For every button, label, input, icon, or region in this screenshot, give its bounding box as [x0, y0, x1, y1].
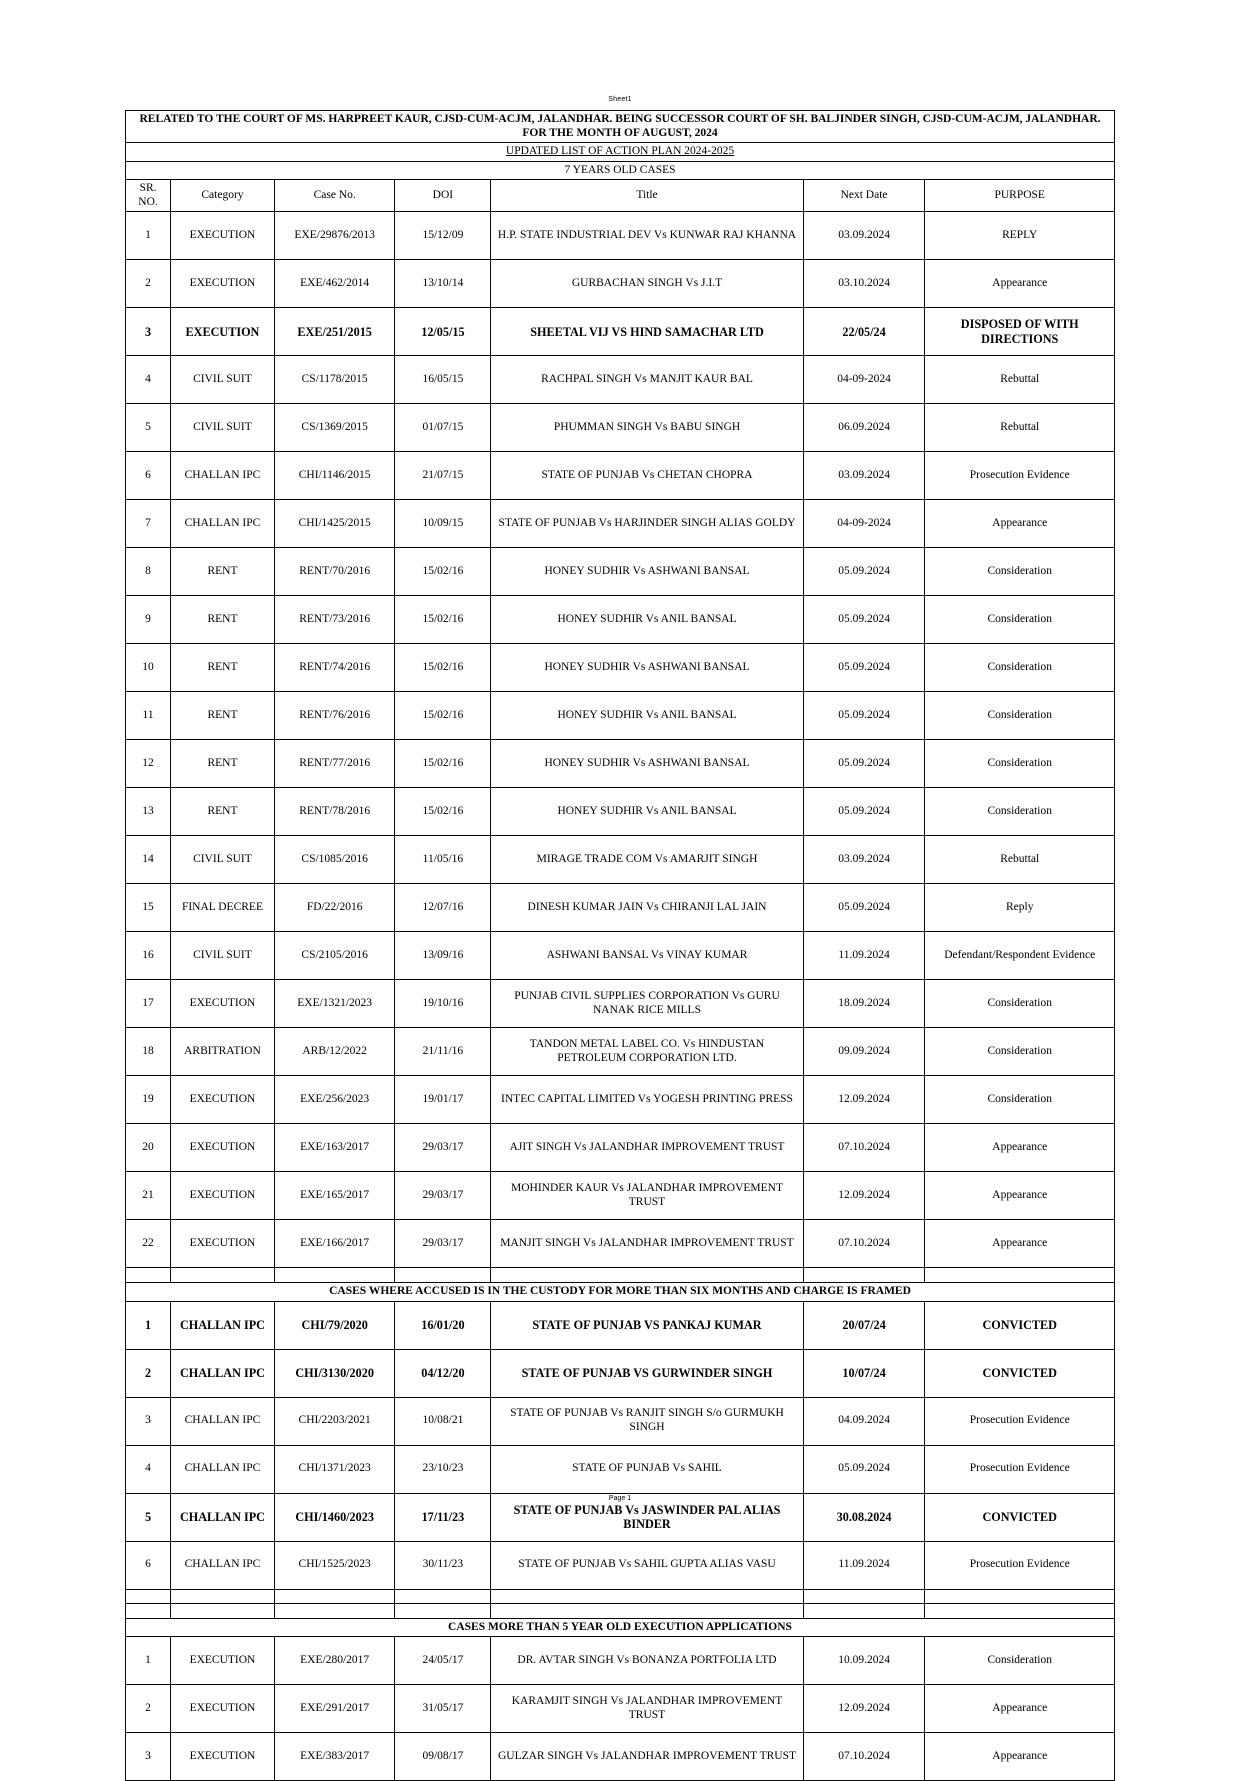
- cell-next-date: 10/07/24: [803, 1349, 925, 1397]
- table-row: [126, 692, 1115, 740]
- cell-purpose: Consideration: [925, 788, 1115, 836]
- cell-sr-no: 16: [126, 932, 171, 980]
- table-row: [126, 836, 1115, 884]
- spacer-cell: [171, 1589, 275, 1604]
- cell-category: CIVIL SUIT: [171, 356, 275, 404]
- cell-purpose: Appearance: [925, 1172, 1115, 1220]
- cell-sr-no: 4: [126, 1445, 171, 1493]
- table-row: [126, 260, 1115, 308]
- cell-purpose: Appearance: [925, 500, 1115, 548]
- cell-case-no: CHI/1460/2023: [274, 1493, 395, 1541]
- cell-case-no: EXE/1321/2023: [274, 980, 395, 1028]
- cell-sr-no: 2: [126, 260, 171, 308]
- table-row: [126, 308, 1115, 356]
- cell-title: HONEY SUDHIR Vs ASHWANI BANSAL: [491, 740, 803, 788]
- cell-category: CHALLAN IPC: [171, 1493, 275, 1541]
- spacer-cell: [171, 1268, 275, 1283]
- cell-purpose: CONVICTED: [925, 1349, 1115, 1397]
- cell-next-date: 04-09-2024: [803, 356, 925, 404]
- section-banner: CASES WHERE ACCUSED IS IN THE CUSTODY FOR MORE THAN SIX MONTHS AND CHARGE IS FRAMED: [126, 1282, 1115, 1301]
- cell-purpose: Prosecution Evidence: [925, 1541, 1115, 1589]
- cell-purpose: Consideration: [925, 1028, 1115, 1076]
- cell-case-no: CHI/3130/2020: [274, 1349, 395, 1397]
- cell-title: STATE OF PUNJAB Vs SAHIL: [491, 1445, 803, 1493]
- spacer-cell: [925, 1268, 1115, 1283]
- cell-title: MOHINDER KAUR Vs JALANDHAR IMPROVEMENT TRUST: [491, 1172, 803, 1220]
- cell-case-no: RENT/74/2016: [274, 644, 395, 692]
- cell-category: EXECUTION: [171, 1685, 275, 1733]
- table-row: [126, 788, 1115, 836]
- cell-doi: 21/07/15: [395, 452, 491, 500]
- section-caption: 7 YEARS OLD CASES: [126, 161, 1115, 180]
- cell-sr-no: 7: [126, 500, 171, 548]
- cell-title: DINESH KUMAR JAIN Vs CHIRANJI LAL JAIN: [491, 884, 803, 932]
- table-row: [126, 1445, 1115, 1493]
- cell-next-date: 12.09.2024: [803, 1685, 925, 1733]
- cell-sr-no: 3: [126, 308, 171, 356]
- cell-title: HONEY SUDHIR Vs ANIL BANSAL: [491, 788, 803, 836]
- cell-doi: 01/07/15: [395, 404, 491, 452]
- cell-sr-no: 3: [126, 1397, 171, 1445]
- cell-next-date: 06.09.2024: [803, 404, 925, 452]
- cell-category: CHALLAN IPC: [171, 1397, 275, 1445]
- cell-next-date: 03.10.2024: [803, 260, 925, 308]
- cell-category: EXECUTION: [171, 308, 275, 356]
- cell-title: STATE OF PUNJAB VS GURWINDER SINGH: [491, 1349, 803, 1397]
- cell-category: RENT: [171, 692, 275, 740]
- cell-case-no: CHI/1371/2023: [274, 1445, 395, 1493]
- document-title-row: [126, 111, 1115, 143]
- spacer-row: [126, 1268, 1115, 1283]
- cell-purpose: Appearance: [925, 1733, 1115, 1781]
- cell-case-no: CHI/2203/2021: [274, 1397, 395, 1445]
- cell-purpose: Rebuttal: [925, 356, 1115, 404]
- cell-title: STATE OF PUNJAB Vs CHETAN CHOPRA: [491, 452, 803, 500]
- cell-doi: 29/03/17: [395, 1220, 491, 1268]
- cell-category: EXECUTION: [171, 1220, 275, 1268]
- cell-title: HONEY SUDHIR Vs ASHWANI BANSAL: [491, 548, 803, 596]
- cell-category: RENT: [171, 740, 275, 788]
- cell-category: EXECUTION: [171, 260, 275, 308]
- cell-category: EXECUTION: [171, 980, 275, 1028]
- section-banner-row: [126, 1618, 1115, 1637]
- cell-purpose: Consideration: [925, 1076, 1115, 1124]
- spacer-cell: [491, 1589, 803, 1604]
- table-row: [126, 1733, 1115, 1781]
- cell-doi: 23/10/23: [395, 1445, 491, 1493]
- cell-category: CHALLAN IPC: [171, 1349, 275, 1397]
- cell-next-date: 30.08.2024: [803, 1493, 925, 1541]
- cell-category: CHALLAN IPC: [171, 452, 275, 500]
- cell-case-no: EXE/251/2015: [274, 308, 395, 356]
- cell-sr-no: 6: [126, 452, 171, 500]
- table-row: [126, 1301, 1115, 1349]
- cell-category: CIVIL SUIT: [171, 404, 275, 452]
- sheet-name-label: Sheet1: [608, 96, 632, 103]
- cell-title: GULZAR SINGH Vs JALANDHAR IMPROVEMENT TRUST: [491, 1733, 803, 1781]
- cell-next-date: 03.09.2024: [803, 452, 925, 500]
- cell-doi: 12/05/15: [395, 308, 491, 356]
- cell-next-date: 03.09.2024: [803, 212, 925, 260]
- cell-doi: 15/02/16: [395, 788, 491, 836]
- cell-case-no: CS/1369/2015: [274, 404, 395, 452]
- cell-title: MANJIT SINGH Vs JALANDHAR IMPROVEMENT TRUST: [491, 1220, 803, 1268]
- cell-sr-no: 12: [126, 740, 171, 788]
- cell-category: RENT: [171, 548, 275, 596]
- spacer-cell: [126, 1604, 171, 1619]
- table-row: [126, 1220, 1115, 1268]
- cell-category: CIVIL SUIT: [171, 932, 275, 980]
- table-row: [126, 1637, 1115, 1685]
- table-row: [126, 356, 1115, 404]
- cell-sr-no: 2: [126, 1349, 171, 1397]
- table-row: [126, 404, 1115, 452]
- cell-doi: 09/08/17: [395, 1733, 491, 1781]
- cell-title: PHUMMAN SINGH Vs BABU SINGH: [491, 404, 803, 452]
- cell-case-no: EXE/291/2017: [274, 1685, 395, 1733]
- cell-purpose: Consideration: [925, 740, 1115, 788]
- cell-purpose: Consideration: [925, 596, 1115, 644]
- cell-case-no: EXE/462/2014: [274, 260, 395, 308]
- cell-next-date: 05.09.2024: [803, 884, 925, 932]
- cell-category: EXECUTION: [171, 1637, 275, 1685]
- cell-case-no: EXE/256/2023: [274, 1076, 395, 1124]
- cell-title: INTEC CAPITAL LIMITED Vs YOGESH PRINTING PRESS: [491, 1076, 803, 1124]
- cell-next-date: 05.09.2024: [803, 644, 925, 692]
- cell-case-no: RENT/73/2016: [274, 596, 395, 644]
- cell-next-date: 05.09.2024: [803, 692, 925, 740]
- cell-purpose: REPLY: [925, 212, 1115, 260]
- table-row: [126, 452, 1115, 500]
- cell-doi: 15/02/16: [395, 596, 491, 644]
- cell-title: MIRAGE TRADE COM Vs AMARJIT SINGH: [491, 836, 803, 884]
- cell-next-date: 18.09.2024: [803, 980, 925, 1028]
- cell-case-no: CHI/1425/2015: [274, 500, 395, 548]
- cell-purpose: Consideration: [925, 644, 1115, 692]
- cell-title: STATE OF PUNJAB Vs HARJINDER SINGH ALIAS GOLDY: [491, 500, 803, 548]
- cell-next-date: 05.09.2024: [803, 1445, 925, 1493]
- spacer-cell: [803, 1589, 925, 1604]
- spacer-cell: [395, 1268, 491, 1283]
- cell-sr-no: 20: [126, 1124, 171, 1172]
- spacer-cell: [395, 1604, 491, 1619]
- table-row: [126, 1076, 1115, 1124]
- cell-next-date: 12.09.2024: [803, 1172, 925, 1220]
- cell-purpose: Appearance: [925, 1685, 1115, 1733]
- cell-doi: 24/05/17: [395, 1637, 491, 1685]
- cell-sr-no: 11: [126, 692, 171, 740]
- cell-case-no: CHI/1525/2023: [274, 1541, 395, 1589]
- cell-sr-no: 2: [126, 1685, 171, 1733]
- cell-sr-no: 5: [126, 404, 171, 452]
- cell-next-date: 10.09.2024: [803, 1637, 925, 1685]
- table-row: [126, 1685, 1115, 1733]
- cell-category: EXECUTION: [171, 1076, 275, 1124]
- cell-sr-no: 1: [126, 1637, 171, 1685]
- cell-title: KARAMJIT SINGH Vs JALANDHAR IMPROVEMENT TRUST: [491, 1685, 803, 1733]
- cell-doi: 16/01/20: [395, 1301, 491, 1349]
- table-row: [126, 884, 1115, 932]
- cell-purpose: Appearance: [925, 1220, 1115, 1268]
- cell-title: SHEETAL VIJ VS HIND SAMACHAR LTD: [491, 308, 803, 356]
- cell-doi: 10/09/15: [395, 500, 491, 548]
- cell-next-date: 03.09.2024: [803, 836, 925, 884]
- cell-purpose: Prosecution Evidence: [925, 452, 1115, 500]
- table-row: [126, 1172, 1115, 1220]
- table-row: [126, 212, 1115, 260]
- cell-doi: 15/02/16: [395, 548, 491, 596]
- cell-case-no: RENT/77/2016: [274, 740, 395, 788]
- cell-purpose: Consideration: [925, 1637, 1115, 1685]
- cell-case-no: CS/1085/2016: [274, 836, 395, 884]
- cell-next-date: 05.09.2024: [803, 788, 925, 836]
- cell-next-date: 05.09.2024: [803, 596, 925, 644]
- table-row: [126, 1028, 1115, 1076]
- cell-case-no: CS/2105/2016: [274, 932, 395, 980]
- cell-next-date: 04.09.2024: [803, 1397, 925, 1445]
- cell-sr-no: 8: [126, 548, 171, 596]
- cell-doi: 13/10/14: [395, 260, 491, 308]
- cell-sr-no: 17: [126, 980, 171, 1028]
- cell-title: AJIT SINGH Vs JALANDHAR IMPROVEMENT TRUST: [491, 1124, 803, 1172]
- cell-category: EXECUTION: [171, 1124, 275, 1172]
- cell-title: STATE OF PUNJAB Vs JASWINDER PAL ALIAS BINDER: [491, 1493, 803, 1541]
- cell-doi: 04/12/20: [395, 1349, 491, 1397]
- cell-doi: 19/01/17: [395, 1076, 491, 1124]
- cell-doi: 16/05/15: [395, 356, 491, 404]
- cell-title: ASHWANI BANSAL Vs VINAY KUMAR: [491, 932, 803, 980]
- column-header-purpose: PURPOSE: [925, 180, 1115, 212]
- cell-purpose: Appearance: [925, 260, 1115, 308]
- cell-sr-no: 19: [126, 1076, 171, 1124]
- cell-purpose: CONVICTED: [925, 1493, 1115, 1541]
- cell-title: STATE OF PUNJAB VS PANKAJ KUMAR: [491, 1301, 803, 1349]
- cell-category: CHALLAN IPC: [171, 1445, 275, 1493]
- cell-category: CHALLAN IPC: [171, 1541, 275, 1589]
- spacer-cell: [491, 1604, 803, 1619]
- cell-sr-no: 9: [126, 596, 171, 644]
- document-subtitle-row: [126, 143, 1115, 162]
- cell-title: PUNJAB CIVIL SUPPLIES CORPORATION Vs GURU NANAK RICE MILLS: [491, 980, 803, 1028]
- cell-title: STATE OF PUNJAB Vs RANJIT SINGH S/o GURMUKH SINGH: [491, 1397, 803, 1445]
- column-header-next-date: Next Date: [803, 180, 925, 212]
- cell-category: FINAL DECREE: [171, 884, 275, 932]
- cell-sr-no: 5: [126, 1493, 171, 1541]
- column-header-category: Category: [171, 180, 275, 212]
- spacer-cell: [126, 1589, 171, 1604]
- cell-purpose: Consideration: [925, 548, 1115, 596]
- cell-purpose: Consideration: [925, 692, 1115, 740]
- column-header-title: Title: [491, 180, 803, 212]
- cell-title: RACHPAL SINGH Vs MANJIT KAUR BAL: [491, 356, 803, 404]
- cell-case-no: EXE/383/2017: [274, 1733, 395, 1781]
- cell-title: HONEY SUDHIR Vs ANIL BANSAL: [491, 596, 803, 644]
- column-header-case-no: Case No.: [274, 180, 395, 212]
- cell-doi: 15/02/16: [395, 644, 491, 692]
- cell-category: ARBITRATION: [171, 1028, 275, 1076]
- cell-doi: 15/02/16: [395, 692, 491, 740]
- cell-next-date: 11.09.2024: [803, 932, 925, 980]
- spacer-cell: [274, 1589, 395, 1604]
- cell-title: H.P. STATE INDUSTRIAL DEV Vs KUNWAR RAJ KHANNA: [491, 212, 803, 260]
- cell-case-no: EXE/166/2017: [274, 1220, 395, 1268]
- cell-purpose: Rebuttal: [925, 404, 1115, 452]
- cell-category: RENT: [171, 788, 275, 836]
- cell-sr-no: 22: [126, 1220, 171, 1268]
- action-plan-table: [125, 110, 1115, 1781]
- cell-sr-no: 6: [126, 1541, 171, 1589]
- cell-sr-no: 10: [126, 644, 171, 692]
- cell-sr-no: 18: [126, 1028, 171, 1076]
- cell-title: HONEY SUDHIR Vs ASHWANI BANSAL: [491, 644, 803, 692]
- cell-sr-no: 1: [126, 1301, 171, 1349]
- cell-category: EXECUTION: [171, 1172, 275, 1220]
- cell-purpose: Reply: [925, 884, 1115, 932]
- cell-case-no: RENT/70/2016: [274, 548, 395, 596]
- document-subtitle: UPDATED LIST OF ACTION PLAN 2024-2025: [126, 143, 1115, 162]
- spacer-cell: [803, 1604, 925, 1619]
- cell-case-no: CS/1178/2015: [274, 356, 395, 404]
- spacer-cell: [925, 1589, 1115, 1604]
- cell-case-no: EXE/165/2017: [274, 1172, 395, 1220]
- cell-title: DR. AVTAR SINGH Vs BONANZA PORTFOLIA LTD: [491, 1637, 803, 1685]
- cell-sr-no: 15: [126, 884, 171, 932]
- cell-doi: 17/11/23: [395, 1493, 491, 1541]
- cell-doi: 12/07/16: [395, 884, 491, 932]
- cell-purpose: Consideration: [925, 980, 1115, 1028]
- cell-doi: 21/11/16: [395, 1028, 491, 1076]
- cell-purpose: Rebuttal: [925, 836, 1115, 884]
- cell-next-date: 20/07/24: [803, 1301, 925, 1349]
- spacer-cell: [803, 1268, 925, 1283]
- cell-next-date: 05.09.2024: [803, 548, 925, 596]
- document-title: RELATED TO THE COURT OF MS. HARPREET KAUR, CJSD-CUM-ACJM, JALANDHAR. BEING SUCCESSOR COURT OF SH. BALJINDER SINGH, CJSD-CUM-ACJM, JALANDHAR. FOR THE MONTH OF AUGUST, 2024: [126, 111, 1115, 143]
- spacer-cell: [395, 1589, 491, 1604]
- cell-purpose: Prosecution Evidence: [925, 1397, 1115, 1445]
- table-row: [126, 980, 1115, 1028]
- cell-case-no: CHI/79/2020: [274, 1301, 395, 1349]
- cell-next-date: 07.10.2024: [803, 1124, 925, 1172]
- section-banner: CASES MORE THAN 5 YEAR OLD EXECUTION APPLICATIONS: [126, 1618, 1115, 1637]
- table-row: [126, 932, 1115, 980]
- cell-category: RENT: [171, 644, 275, 692]
- spacer-cell: [274, 1604, 395, 1619]
- table-row: [126, 1397, 1115, 1445]
- column-header-doi: DOI: [395, 180, 491, 212]
- cell-case-no: ARB/12/2022: [274, 1028, 395, 1076]
- table-row: [126, 740, 1115, 788]
- spacer-row: [126, 1589, 1115, 1604]
- cell-case-no: EXE/163/2017: [274, 1124, 395, 1172]
- cell-category: RENT: [171, 596, 275, 644]
- cell-next-date: 07.10.2024: [803, 1220, 925, 1268]
- table-row: [126, 644, 1115, 692]
- cell-next-date: 09.09.2024: [803, 1028, 925, 1076]
- cell-category: CHALLAN IPC: [171, 1301, 275, 1349]
- table-row: [126, 1124, 1115, 1172]
- cell-case-no: RENT/78/2016: [274, 788, 395, 836]
- cell-next-date: 11.09.2024: [803, 1541, 925, 1589]
- table-row: [126, 548, 1115, 596]
- spacer-cell: [274, 1268, 395, 1283]
- cell-next-date: 07.10.2024: [803, 1733, 925, 1781]
- cell-case-no: EXE/29876/2013: [274, 212, 395, 260]
- cell-purpose: DISPOSED OF WITH DIRECTIONS: [925, 308, 1115, 356]
- cell-doi: 11/05/16: [395, 836, 491, 884]
- cell-next-date: 04-09-2024: [803, 500, 925, 548]
- cell-case-no: CHI/1146/2015: [274, 452, 395, 500]
- cell-purpose: Appearance: [925, 1124, 1115, 1172]
- cell-sr-no: 13: [126, 788, 171, 836]
- cell-title: GURBACHAN SINGH Vs J.I.T: [491, 260, 803, 308]
- cell-category: CHALLAN IPC: [171, 500, 275, 548]
- cell-doi: 10/08/21: [395, 1397, 491, 1445]
- cell-doi: 13/09/16: [395, 932, 491, 980]
- cell-sr-no: 1: [126, 212, 171, 260]
- cell-purpose: CONVICTED: [925, 1301, 1115, 1349]
- report-table-container: [125, 110, 1115, 1781]
- cell-case-no: EXE/280/2017: [274, 1637, 395, 1685]
- cell-title: HONEY SUDHIR Vs ANIL BANSAL: [491, 692, 803, 740]
- cell-next-date: 22/05/24: [803, 308, 925, 356]
- cell-doi: 15/12/09: [395, 212, 491, 260]
- cell-next-date: 05.09.2024: [803, 740, 925, 788]
- cell-title: TANDON METAL LABEL CO. Vs HINDUSTAN PETROLEUM CORPORATION LTD.: [491, 1028, 803, 1076]
- table-row: [126, 596, 1115, 644]
- spacer-row: [126, 1604, 1115, 1619]
- cell-category: CIVIL SUIT: [171, 836, 275, 884]
- table-row: [126, 500, 1115, 548]
- section-caption-row: [126, 161, 1115, 180]
- cell-sr-no: 14: [126, 836, 171, 884]
- cell-purpose: Defendant/Respondent Evidence: [925, 932, 1115, 980]
- cell-sr-no: 21: [126, 1172, 171, 1220]
- cell-doi: 29/03/17: [395, 1172, 491, 1220]
- spacer-cell: [126, 1268, 171, 1283]
- cell-category: EXECUTION: [171, 1733, 275, 1781]
- table-body: [126, 111, 1115, 1781]
- cell-next-date: 12.09.2024: [803, 1076, 925, 1124]
- cell-doi: 31/05/17: [395, 1685, 491, 1733]
- cell-category: EXECUTION: [171, 212, 275, 260]
- cell-case-no: RENT/76/2016: [274, 692, 395, 740]
- table-row: [126, 1349, 1115, 1397]
- cell-doi: 15/02/16: [395, 740, 491, 788]
- spacer-cell: [925, 1604, 1115, 1619]
- table-row: [126, 1541, 1115, 1589]
- spacer-cell: [491, 1268, 803, 1283]
- page-number-footer: Page 1: [608, 1495, 632, 1502]
- cell-title: STATE OF PUNJAB Vs SAHIL GUPTA ALIAS VASU: [491, 1541, 803, 1589]
- cell-case-no: FD/22/2016: [274, 884, 395, 932]
- cell-purpose: Prosecution Evidence: [925, 1445, 1115, 1493]
- cell-sr-no: 4: [126, 356, 171, 404]
- spacer-cell: [171, 1604, 275, 1619]
- cell-doi: 29/03/17: [395, 1124, 491, 1172]
- column-header-sr-no: SR. NO.: [126, 180, 171, 212]
- cell-sr-no: 3: [126, 1733, 171, 1781]
- cell-doi: 19/10/16: [395, 980, 491, 1028]
- cell-doi: 30/11/23: [395, 1541, 491, 1589]
- column-header-row: [126, 180, 1115, 212]
- section-banner-row: [126, 1282, 1115, 1301]
